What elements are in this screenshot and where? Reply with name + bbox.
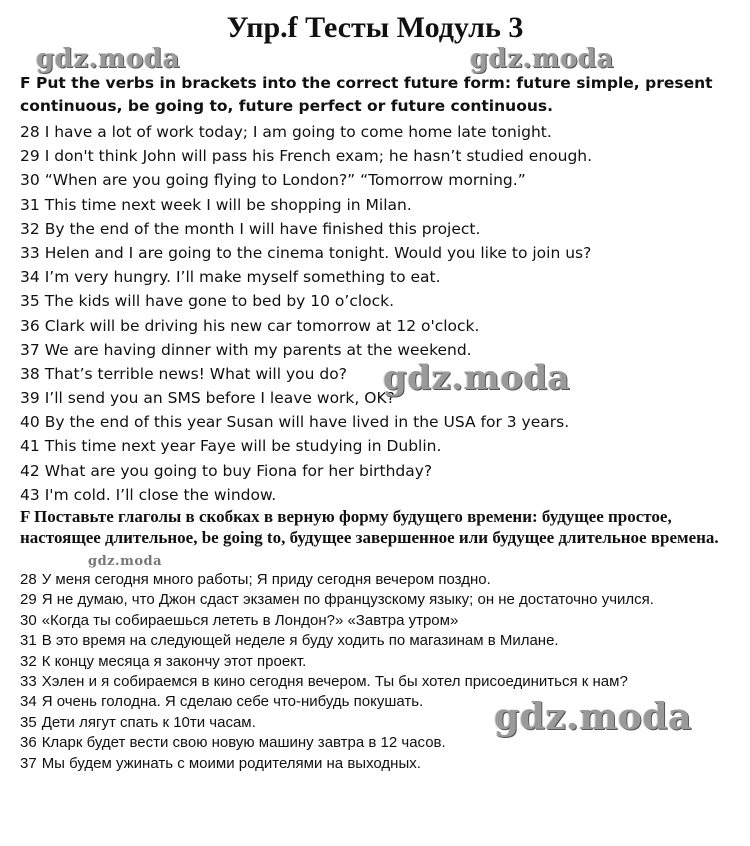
item-text: «Когда ты собираешься лететь в Лондон?» «Завтра утром» bbox=[41, 611, 459, 629]
item-text: У меня сегодня много работы; Я приду сегодня вечером поздно. bbox=[41, 571, 491, 588]
list-item bbox=[20, 144, 592, 168]
item-number: 41 bbox=[20, 437, 40, 456]
item-number: 35 bbox=[20, 292, 40, 311]
item-number: 30 bbox=[20, 611, 37, 629]
item-text: Я очень голодна. Я сделаю себе что-нибудь покушать. bbox=[41, 693, 424, 711]
list-item bbox=[20, 590, 654, 610]
item-text: Clark will be driving his new car tomorrow at 12 o'clock. bbox=[44, 316, 480, 335]
list-item bbox=[20, 314, 592, 338]
list-item bbox=[20, 193, 592, 217]
item-text: К концу месяца я закончу этот проект. bbox=[41, 652, 307, 670]
item-number: 34 bbox=[20, 268, 40, 287]
item-number: 29 bbox=[20, 591, 37, 609]
list-item bbox=[20, 289, 592, 313]
list-item bbox=[20, 434, 592, 458]
item-text: That’s terrible news! What will you do? bbox=[44, 364, 347, 383]
item-number: 40 bbox=[20, 413, 40, 432]
item-number: 31 bbox=[20, 195, 40, 214]
item-text: “When are you going flying to London?” “Tomorrow morning.” bbox=[44, 171, 526, 190]
item-text: В это время на следующей неделе я буду ходить по магазинам в Милане. bbox=[41, 632, 559, 650]
item-number: 37 bbox=[20, 340, 40, 359]
watermark: gdz.moda bbox=[470, 44, 615, 74]
task-heading-english: F Put the verbs in brackets into the correct future form: future simple, present continuous, be going to, future perfect or future continuous. bbox=[20, 74, 713, 115]
item-number: 33 bbox=[20, 672, 37, 690]
item-number: 28 bbox=[20, 571, 37, 588]
item-text: Мы будем ужинать с моими родителями на выходных. bbox=[41, 754, 421, 772]
item-number: 35 bbox=[20, 713, 37, 731]
list-item bbox=[20, 459, 592, 483]
item-text: We are having dinner with my parents at the weekend. bbox=[44, 340, 472, 359]
watermark: gdz.moda bbox=[88, 554, 163, 569]
item-text: I'm cold. I’ll close the window. bbox=[44, 485, 277, 504]
list-item bbox=[20, 570, 654, 590]
item-number: 38 bbox=[20, 364, 40, 383]
item-number: 29 bbox=[20, 147, 40, 166]
item-text: Кларк будет вести свою новую машину завтра в 12 часов. bbox=[41, 734, 446, 752]
item-text: The kids will have gone to bed by 10 o’clock. bbox=[44, 292, 395, 311]
item-text: I don't think John will pass his French exam; he hasn’t studied enough. bbox=[44, 147, 593, 166]
item-number: 32 bbox=[20, 219, 40, 238]
item-number: 28 bbox=[20, 123, 40, 141]
list-item bbox=[20, 611, 654, 631]
item-text: This time next week I will be shopping in Milan. bbox=[44, 195, 412, 214]
task-heading-russian: F Поставьте глаголы в скобках в верную форму будущего времени: будущее простое, настоящее длительное, be going to, будущее завершенное или будущее длительное времена. bbox=[20, 507, 719, 547]
item-number: 32 bbox=[20, 652, 37, 670]
item-text: This time next year Faye will be studying in Dublin. bbox=[44, 437, 442, 456]
item-number: 36 bbox=[20, 734, 37, 752]
list-item bbox=[20, 754, 654, 774]
item-text: By the end of the month I will have finished this project. bbox=[44, 219, 481, 238]
item-number: 43 bbox=[20, 485, 40, 504]
item-text: By the end of this year Susan will have lived in the USA for 3 years. bbox=[44, 413, 570, 432]
item-number: 37 bbox=[20, 754, 37, 772]
item-text: Helen and I are going to the cinema tonight. Would you like to join us? bbox=[44, 243, 592, 262]
list-item bbox=[20, 672, 654, 692]
item-text: What are you going to buy Fiona for her birthday? bbox=[44, 461, 433, 480]
list-item bbox=[20, 410, 592, 434]
page-title: Упр.f Тесты Модуль 3 bbox=[226, 11, 524, 44]
item-number: 36 bbox=[20, 316, 40, 335]
list-item bbox=[20, 652, 654, 672]
item-number: 33 bbox=[20, 243, 40, 262]
list-item bbox=[20, 168, 592, 192]
list-item bbox=[20, 265, 592, 289]
list-item bbox=[20, 241, 592, 265]
watermark: gdz.moda bbox=[494, 696, 692, 738]
item-number: 34 bbox=[20, 693, 37, 711]
item-number: 30 bbox=[20, 171, 40, 190]
list-item bbox=[20, 631, 654, 651]
item-text: I’m very hungry. I’ll make myself something to eat. bbox=[44, 268, 441, 287]
item-text: Дети лягут спать к 10ти часам. bbox=[41, 713, 256, 731]
list-item bbox=[20, 483, 592, 507]
watermark: gdz.moda bbox=[36, 44, 181, 74]
item-text: Я не думаю, что Джон сдаст экзамен по французскому языку; он не достаточно учился. bbox=[41, 591, 654, 609]
item-text: Хэлен и я собираемся в кино сегодня вечером. Ты бы хотел присоединиться к нам? bbox=[41, 672, 628, 690]
list-item bbox=[20, 217, 592, 241]
list-item bbox=[20, 120, 592, 144]
watermark: gdz.moda bbox=[383, 358, 571, 398]
item-number: 39 bbox=[20, 389, 40, 408]
item-number: 31 bbox=[20, 632, 37, 650]
answer-list-russian bbox=[20, 570, 654, 774]
item-text: I have a lot of work today; I am going to come home late tonight. bbox=[44, 123, 552, 141]
item-text: I’ll send you an SMS before I leave work, OK? bbox=[44, 389, 395, 408]
answer-list-english bbox=[20, 120, 592, 507]
item-number: 42 bbox=[20, 461, 40, 480]
